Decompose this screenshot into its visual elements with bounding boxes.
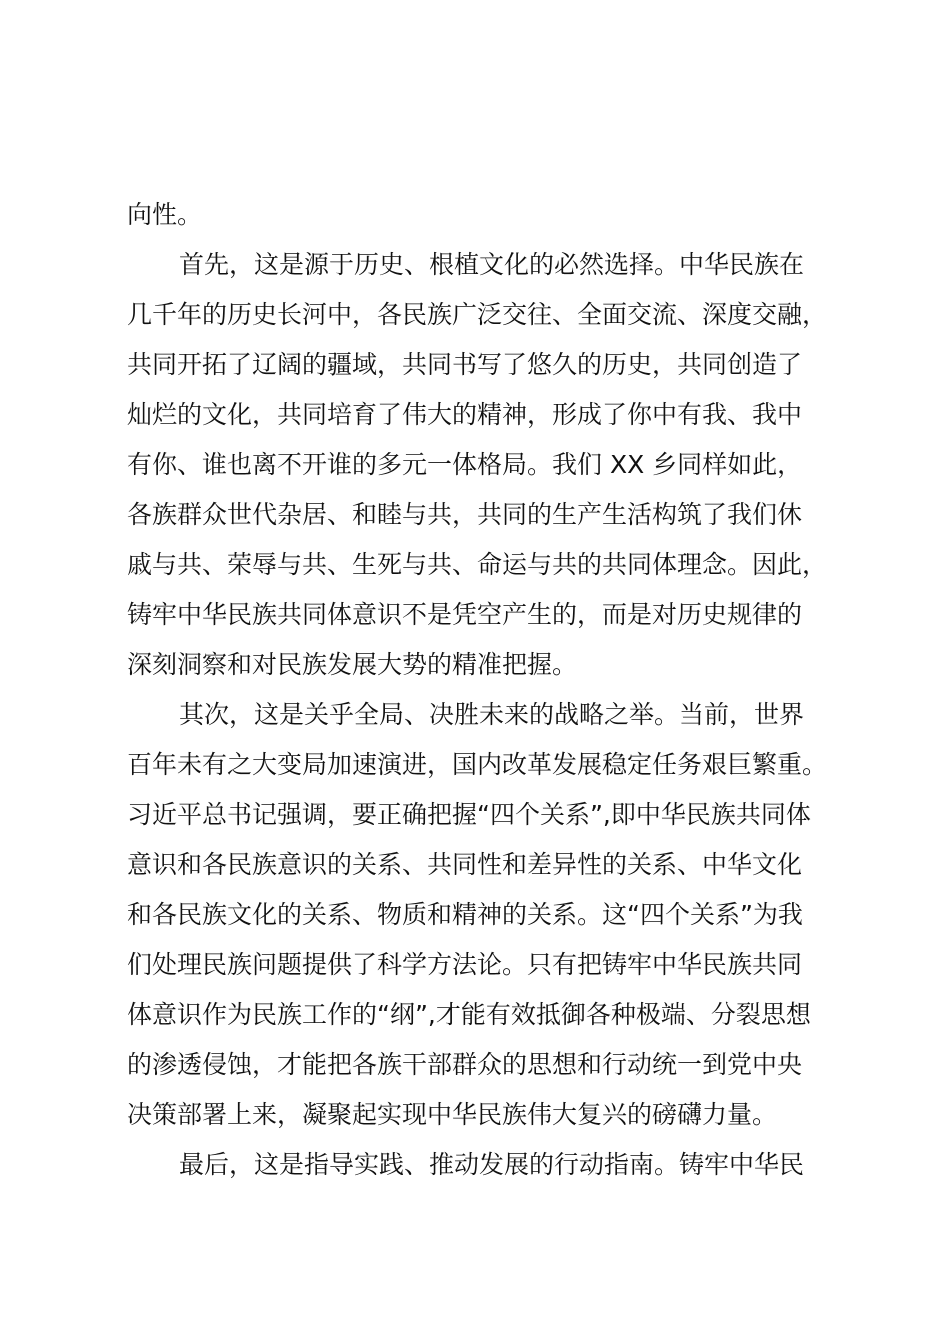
text-line-19: 决策部署上来，凝聚起实现中华民族伟大复兴的磅礴力量。 xyxy=(127,1100,778,1129)
text-line-3: 几千年的历史长河中，各民族广泛交往、全面交流、深度交融， xyxy=(127,300,828,329)
text-line-1: 向性。 xyxy=(127,200,203,229)
text-line-9: 铸牢中华民族共同体意识不是凭空产生的，而是对历史规律的 xyxy=(127,600,803,629)
text-line-2: 首先，这是源于历史、根植文化的必然选择。中华民族在 xyxy=(179,250,805,279)
text-line-20: 最后，这是指导实践、推动发展的行动指南。铸牢中华民 xyxy=(179,1150,805,1179)
text-line-4: 共同开拓了辽阔的疆域，共同书写了悠久的历史，共同创造了 xyxy=(127,350,803,379)
text-line-12: 百年未有之大变局加速演进，国内改革发展稳定任务艰巨繁重。 xyxy=(127,750,828,779)
text-line-14: 意识和各民族意识的关系、共同性和差异性的关系、中华文化 xyxy=(127,850,803,879)
text-line-18: 的渗透侵蚀，才能把各族干部群众的思想和行动统一到党中央 xyxy=(127,1050,803,1079)
text-line-11: 其次，这是关乎全局、决胜未来的战略之举。当前，世界 xyxy=(179,700,805,729)
text-line-16: 们处理民族问题提供了科学方法论。只有把铸牢中华民族共同 xyxy=(127,950,803,979)
body-text xyxy=(127,190,827,1190)
text-line-10: 深刻洞察和对民族发展大势的精准把握。 xyxy=(127,650,578,679)
text-line-8: 戚与共、荣辱与共、生死与共、命运与共的共同体理念。因此， xyxy=(127,550,828,579)
text-line-13: 习近平总书记强调，要正确把握“四个关系”,即中华民族共同体 xyxy=(127,800,811,829)
text-line-6: 有你、谁也离不开谁的多元一体格局。我们 XX 乡同样如此， xyxy=(127,450,803,479)
text-line-5: 灿烂的文化，共同培育了伟大的精神，形成了你中有我、我中 xyxy=(127,400,803,429)
text-line-17: 体意识作为民族工作的“纲”,才能有效抵御各种极端、分裂思想 xyxy=(127,1000,811,1029)
text-line-7: 各族群众世代杂居、和睦与共，共同的生产生活构筑了我们休 xyxy=(127,500,803,529)
text-line-15: 和各民族文化的关系、物质和精神的关系。这“四个关系”为我 xyxy=(127,900,803,929)
